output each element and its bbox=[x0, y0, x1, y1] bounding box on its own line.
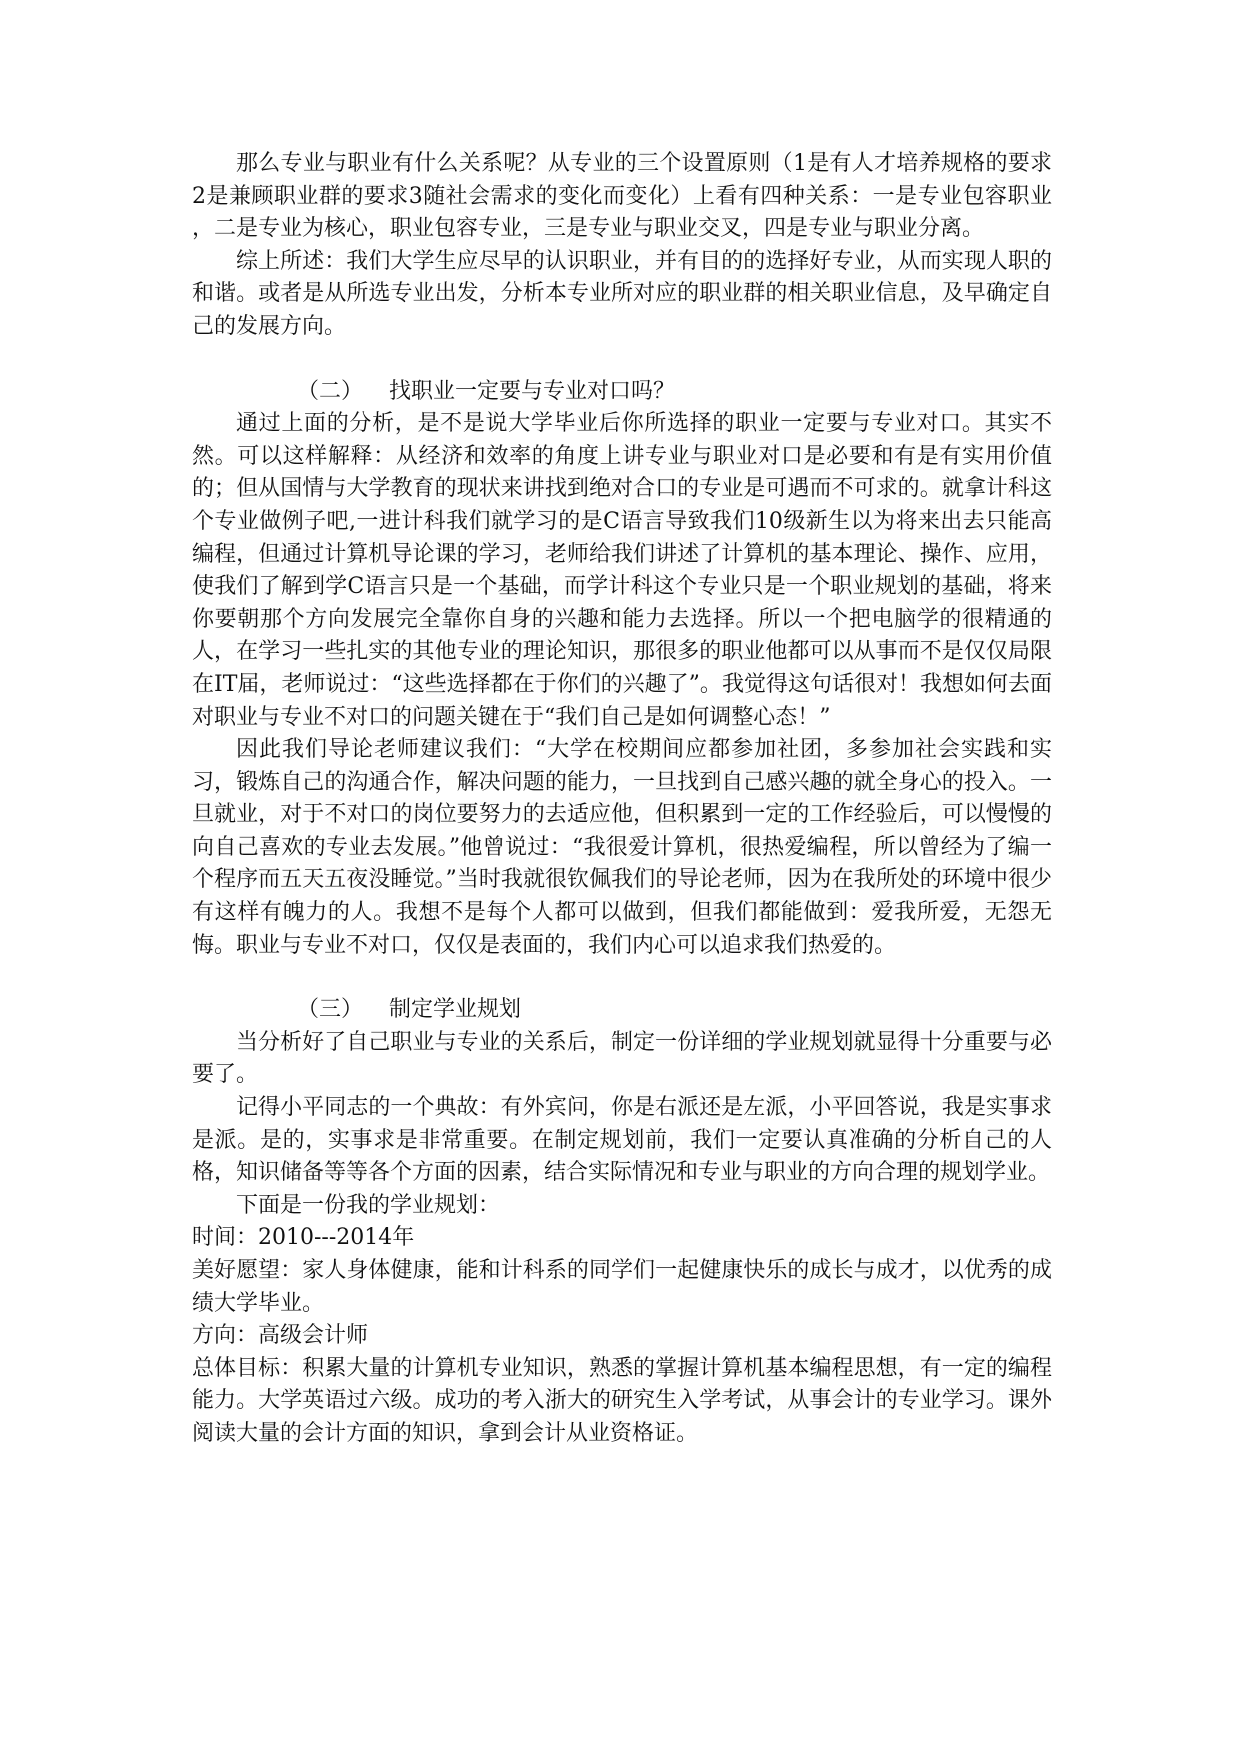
section-number: （三） bbox=[297, 997, 364, 1023]
paragraph-summary: 综上所述：我们大学生应尽早的认识职业，并有目的的选择好专业，从而实现人职的和谐。或者是从所选专业出发，分析本专业所对应的职业群的相关职业信息，及早确定自己的发展方向。 bbox=[192, 248, 1052, 339]
paragraph-teacher-advice: 因此我们导论老师建议我们：“大学在校期间应都参加社团，多参加社会实践和实习，锻炼自己的沟通合作，解决问题的能力，一旦找到自己感兴趣的就全身心的投入。一旦就业，对于不对口的岗位要努力的去适应他，但积累到一定的工作经验后，可以慢慢的向自己喜欢的专业去发展。”他曾说过：“我很爱计算机，很热爱编程，所以曾经为了编一个程序而五天五夜没睡觉。”当时我就很钦佩我们的导论老师，因为在我所处的环境中很少有这样有魄力的人。我想不是每个人都可以做到，但我们都能做到：爱我所爱，无怨无悔。职业与专业不对口，仅仅是表面的，我们内心可以追求我们热爱的。 bbox=[192, 737, 1052, 958]
paragraph-anecdote: 记得小平同志的一个典故：有外宾问，你是右派还是左派，小平回答说，我是实事求是派。是的，实事求是非常重要。在制定规划前，我们一定要认真准确的分析自己的人格，知识储备等等各个方面的因素，结合实际情况和专业与职业的方向合理的规划学业。 bbox=[192, 1095, 1052, 1186]
paragraph-plan-intro: 当分析好了自己职业与专业的关系后，制定一份详细的学业规划就显得十分重要与必要了。 bbox=[192, 1029, 1052, 1088]
section-title: 制定学业规划 bbox=[389, 997, 522, 1023]
paragraph-plan-lead: 下面是一份我的学业规划： bbox=[236, 1192, 501, 1218]
plan-wish: 美好愿望：家人身体健康，能和计科系的同学们一起健康快乐的成长与成才，以优秀的成绩大学毕业。 bbox=[192, 1258, 1052, 1316]
section-heading-2 bbox=[192, 376, 1052, 409]
section-heading-3 bbox=[192, 994, 1052, 1027]
plan-time: 时间：2010---2014年 bbox=[192, 1225, 415, 1251]
paragraph-analysis: 通过上面的分析，是不是说大学毕业后你所选择的职业一定要与专业对口。其实不然。可以这样解释：从经济和效率的角度上讲专业与职业对口是必要和有是有实用价值的；但从国情与大学教育的现状来讲找到绝对合口的专业是可遇而不可求的。就拿计科这个专业做例子吧,一进计科我们就学习的是C语言导致我们10级新生以为将来出去只能高编程，但通过计算机导论课的学习，老师给我们讲述了计算机的基本理论、操作、应用，使我们了解到学C语言只是一个基础，而学计科这个专业只是一个职业规划的基础，将来你要朝那个方向发展完全靠你自身的兴趣和能力去选择。所以一个把电脑学的很精通的人，在学习一些扎实的其他专业的理论知识，那很多的职业他都可以从事而不是仅仅局限在IT届，老师说过：“这些选择都在于你们的兴趣了”。我觉得这句话很对！我想如何去面对职业与专业不对口的问题关键在于“我们自己是如何调整心态！” bbox=[192, 411, 1052, 730]
plan-goal: 总体目标：积累大量的计算机专业知识，熟悉的掌握计算机基本编程思想，有一定的编程能力。大学英语过六级。成功的考入浙大的研究生入学考试，从事会计的专业学习。课外阅读大量的会计方面的知识，拿到会计从业资格证。 bbox=[192, 1355, 1052, 1446]
section-title: 找职业一定要与专业对口吗？ bbox=[389, 378, 676, 404]
section-number: （二） bbox=[297, 378, 364, 404]
plan-direction: 方向：高级会计师 bbox=[192, 1323, 369, 1349]
document-page bbox=[192, 148, 1052, 1451]
paragraph-major-career-relation: 那么专业与职业有什么关系呢？从专业的三个设置原则（1是有人才培养规格的要求2是兼顾职业群的要求3随社会需求的变化而变化）上看有四种关系：一是专业包容职业 ，二是专业为核心，职业包容专业，三是专业与职业交叉，四是专业与职业分离。 bbox=[192, 151, 1052, 242]
